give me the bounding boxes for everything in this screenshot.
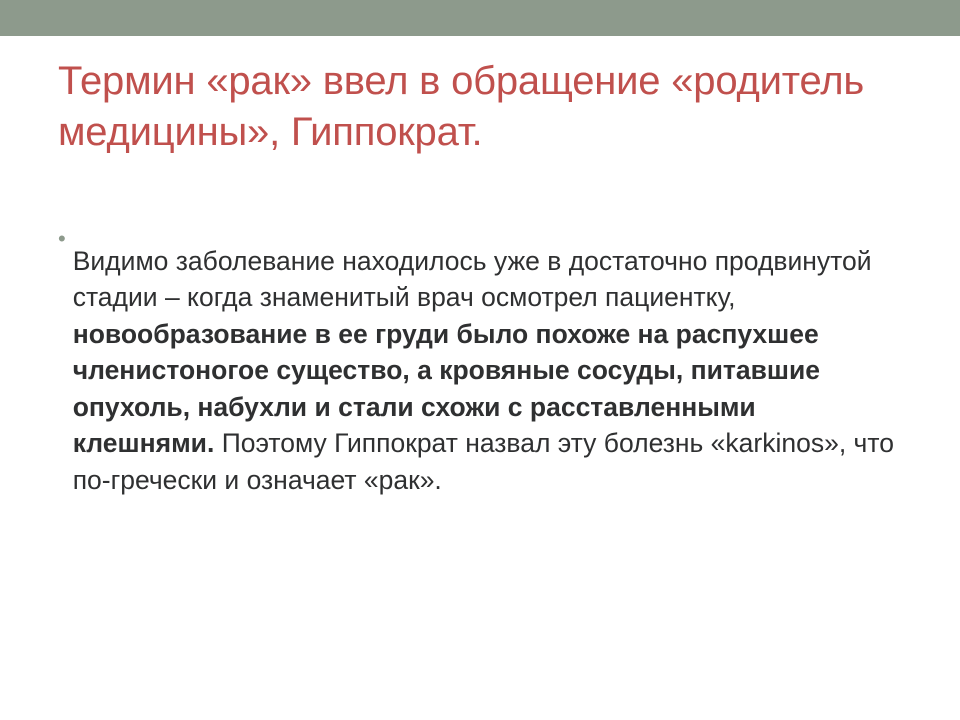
body-block (58, 216, 898, 525)
list-item (58, 216, 898, 525)
bullet-text-part-1: Видимо заболевание находилось уже в достаточно продвинутой стадии – когда знаменитый врач осмотрел пациентку, (72, 245, 872, 313)
bullet-text-emphasis: новообразование в ее груди было похоже на распухшее членистоногое существо, а кровяные сосуды, питавшие опухоль, набухли и стали схожи с расставленными клешнями. (72, 318, 820, 459)
bullet-dot-icon: • (58, 226, 66, 251)
bullet-paragraph (73, 243, 898, 499)
page-title: Термин «рак» ввел в обращение «родитель медицины», Гиппократ. (58, 59, 864, 155)
title-block (58, 56, 918, 158)
bullet-text-part-3: Поэтому Гиппократ назвал эту болезнь «karkinos», что по-гречески и означает «рак». (72, 428, 894, 495)
top-decorative-band (0, 0, 960, 36)
